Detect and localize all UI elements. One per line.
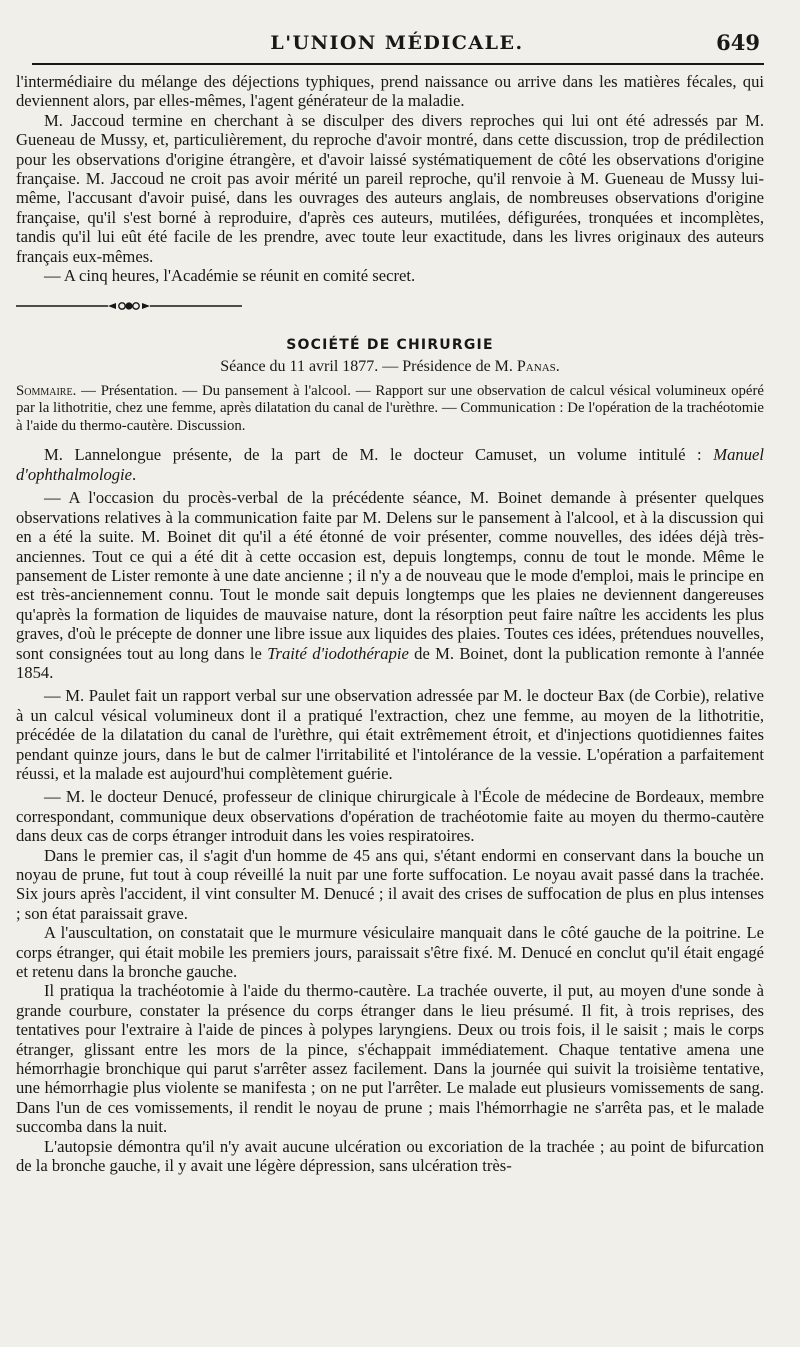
paragraph-denuce: — M. le docteur Denucé, professeur de clinique chirurgicale à l'École de médecine de Bordeaux, membre correspondant, communique deux observations d'opération de trachéotomie faite au moyen du thermo-cautère dans deux cas de corps étranger introduit dans les voies respiratoires. (16, 787, 764, 846)
president-name: Panas (516, 358, 556, 376)
p2-text: — A l'occasion du procès-verbal de la précédente séance, M. Boinet demande à présenter quelques observations relatives à la communication faite par M. Delens sur le pansement à l'alcool, et à la discussion qui en a été la suite. M. Boinet dit qu'il a été étonné de voir présenter, comme nouvelles, des idées déjà très-anciennes. Tout ce qui a été dit à cette occasion est, depuis longtemps, connu de tout le monde. Même le pansement de Lister remonte à une date ancienne ; il n'y a de nouveau que le mode d'emploi, mais le principe en est très-anciennement connu. Tout le monde sait depuis longtemps que les plaies ne deviennent dangereuses qu'après la formation de liquides de mauvaise nature, dont la résorption peut faire naître les accidents les plus graves, d'où le précepte de donner une libre issue aux liquides des plaies. Toutes ces idées, prétendues nouvelles, sont consignées tout au long dans le (16, 488, 764, 663)
p2-book-title: Traité d'iodothérapie (267, 643, 409, 663)
journal-title: L'UNION MÉDICALE. (270, 32, 524, 54)
seance-end: . (555, 358, 560, 376)
paragraph-autopsie: L'autopsie démontra qu'il n'y avait aucune ulcération ou excoriation de la trachée ; au point de bifurcation de la bronche gauche, il y avait une légère dépression, sans ulcération très- (16, 1136, 764, 1176)
academie-paragraph-3: — A cinq heures, l'Académie se réunit en comité secret. (44, 266, 416, 286)
p1-text: M. Lannelongue présente, de la part de M. le docteur Camuset, un volume intitulé : (44, 445, 714, 465)
p1-book-title: Manuel d'ophthalmologie (16, 445, 764, 484)
paragraph-boinet (16, 488, 764, 682)
seance-text: Séance du 11 avril 1877. — Présidence de M. (220, 358, 517, 376)
sommaire-label: Sommaire (16, 382, 73, 399)
academie-paragraph-2: M. Jaccoud termine en cherchant à se disculper des divers reproches qui lui ont été adressés par M. Gueneau de Mussy, et, particulièrement, du reproche d'avoir montré, dans cette discussion, trop de prédilection pour les observations d'origine étrangère, et d'avoir laissé systématiquement de côté les observations d'origine française. M. Jaccoud ne croit pas avoir mérité un pareil reproche, qu'il renvoie à M. Gueneau de Mussy lui-même, l'accusant d'avoir puisé, dans les ouvrages des auteurs anglais, de nombreuses observations d'origine française, qu'il s'est borné à reproduire, d'après ces auteurs, mutilées, défigurées, tronquées et incomplètes, tandis qu'il lui eût été facile de les prendre, avec toute leur exactitude, dans les livres originaux des auteurs français eux-mêmes. (16, 110, 764, 266)
paragraph-lannelongue (16, 445, 764, 484)
running-head (30, 0, 764, 62)
seance-line (16, 357, 764, 376)
sommaire (16, 383, 764, 436)
page-number: 649 (716, 30, 760, 55)
paragraph-tracheotomie: Il pratiqua la trachéotomie à l'aide du thermo-cautère. La trachée ouverte, il put, au moyen d'une sonde à grande courbure, constater la présence du corps étranger dans le lieu présumé. Il fit, à trois reprises, des tentatives pour l'extraire à l'aide de pinces à polypes laryngiens. Deux ou trois fois, il le saisit ; mais le corps étranger, glissant entre les mors de la pince, s'échappait immédiatement. Chaque tentative amena une hémorrhagie bronchique qui parut s'arrêter assez facilement. Dans la journée qui suivit la troisième tentative, une hémorrhagie plus violente se manifesta ; on ne put l'arrêter. Le malade eut plusieurs vomissements de sang. Dans l'un de ces vomissements, il rendit le noyau de prune ; mais l'hémorrhagie ne s'arrêta pas, et le malade succomba dans la nuit. (16, 981, 764, 1137)
academie-paragraph-1: l'intermédiaire du mélange des déjections typhiques, prend naissance ou arrive dans les matières fécales, qui deviennent alors, par elles-mêmes, l'agent générateur de la maladie. (16, 72, 764, 111)
paragraph-premier-cas: Dans le premier cas, il s'agit d'un homme de 45 ans qui, s'étant endormi en conservant dans la bouche un noyau de prune, fut tout à coup réveillé la nuit par une forte suffocation. Le noyau avait passé dans la trachée. Six jours après l'accident, il vint consulter M. Denucé ; il avait des crises de suffocation de plus en plus intenses ; son état paraissait grave. (16, 845, 764, 923)
p2-end: de M. Boinet, dont la publication remonte à l'année 1854. (16, 643, 764, 682)
p1-end: . (132, 464, 137, 484)
article-body (16, 72, 764, 1176)
section-title: SOCIÉTÉ DE CHIRURGIE (286, 336, 494, 353)
section-divider-ornament (16, 299, 242, 313)
paragraph-auscultation: A l'auscultation, on constatait que le murmure vésiculaire manquait dans le côté gauche de la poitrine. Le corps étranger, qui était mobile les premiers jours, paraissait s'être fixé. M. Denucé en conclut qu'il était engagé et retenu dans la bronche gauche. (16, 923, 764, 982)
sommaire-text: . — Présentation. — Du pansement à l'alcool. — Rapport sur une observation de calcul vésical volumineux opéré par la lithotritie, chez une femme, après dilatation du canal de l'urèthre. — Communication : De l'opération de la trachéotomie à l'aide du thermo-cautère. Discussion. (16, 382, 764, 434)
paragraph-paulet: — M. Paulet fait un rapport verbal sur une observation adressée par M. le docteur Bax (de Corbie), relative à un calcul vésical volumineux dont il a pratiqué l'extraction, chez une femme, au moyen de la lithotritie, précédée de la dilatation du canal de l'urèthre, qui était extrêmement étroit, et d'injections quotidiennes faites pendant quinze jours, dans le but de calmer l'irritabilité et l'intolérance de la vessie. L'opération a parfaitement réussi, et la malade est aujourd'hui complètement guérie. (16, 686, 764, 783)
header-rule (32, 63, 764, 65)
